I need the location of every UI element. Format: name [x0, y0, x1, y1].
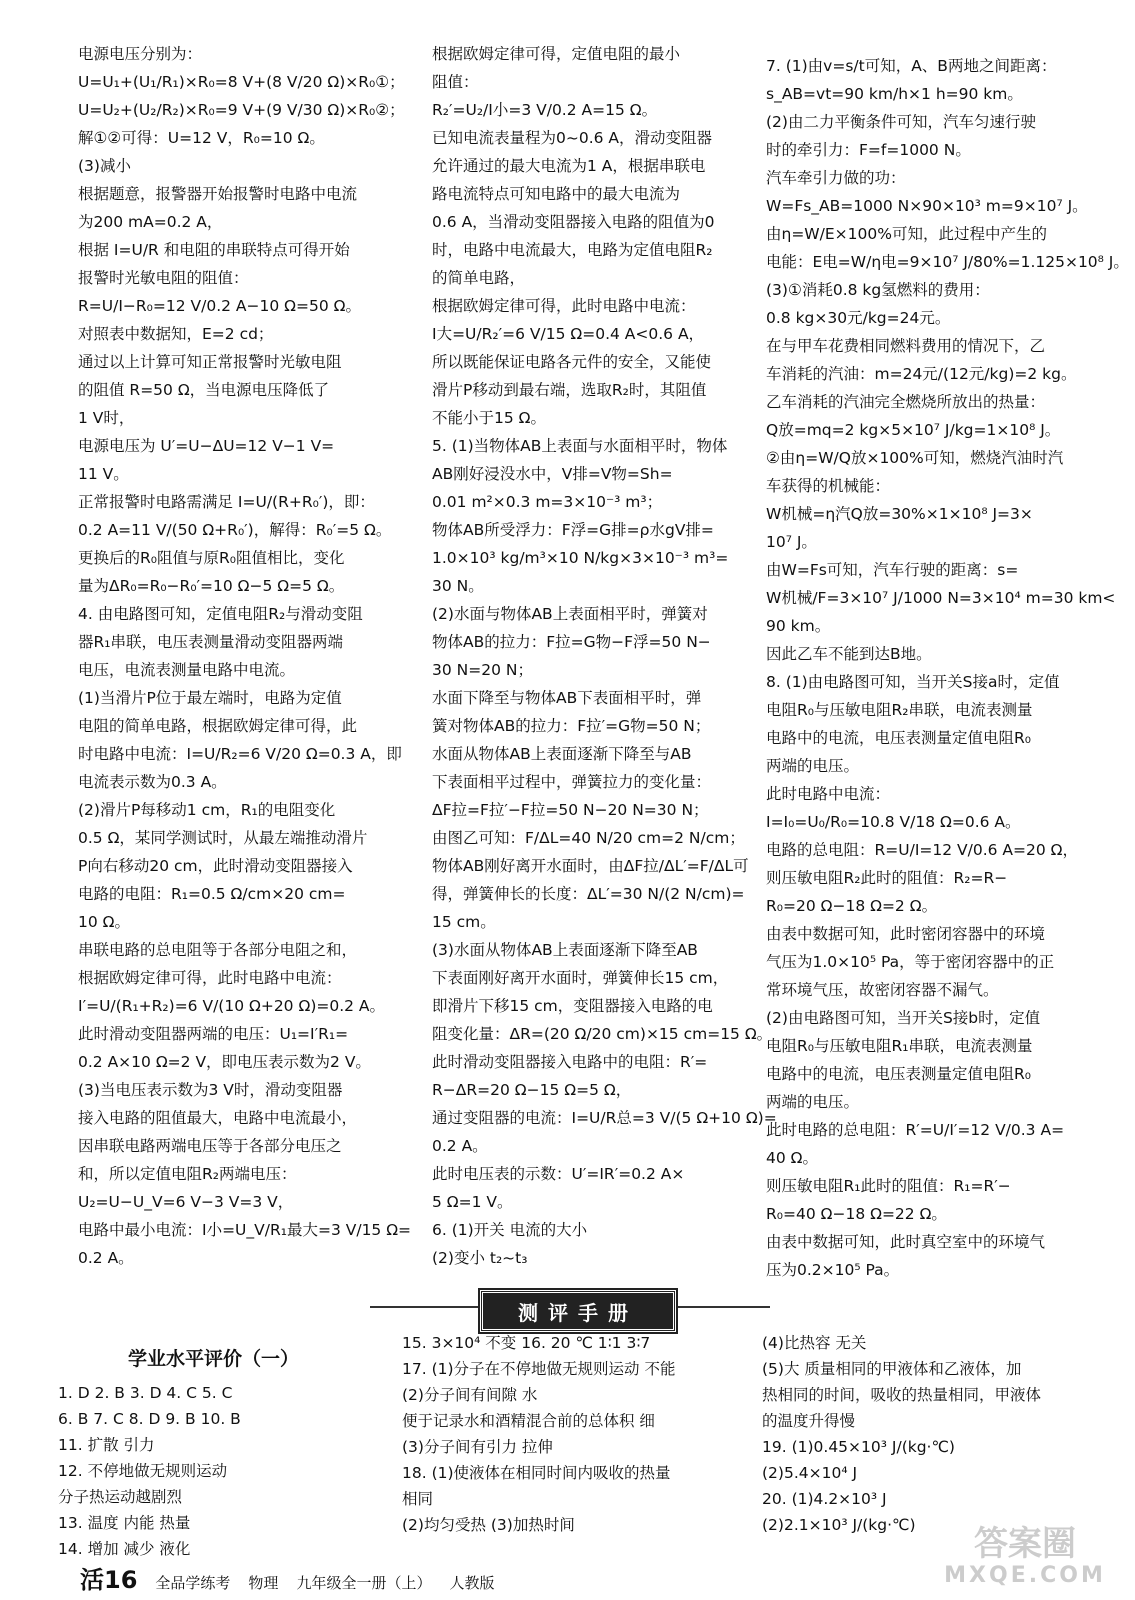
- text-line: 乙车消耗的汽油完全燃烧所放出的热量：: [766, 393, 1046, 411]
- text-line: (2)水面与物体AB上表面相平时，弹簧对: [432, 605, 708, 623]
- text-line: R₀=20 Ω−18 Ω=2 Ω。: [766, 897, 938, 915]
- answer-column-right: [766, 52, 1129, 1284]
- text-line: 即滑片下移15 cm，变阻器接入电路的电: [432, 997, 713, 1015]
- text-line: 热相同的时间，吸收的热量相同，甲液体: [762, 1386, 1042, 1404]
- banner-line-right: [670, 1306, 770, 1308]
- text-line: 根据欧姆定律可得，此时电路中电流：: [432, 297, 696, 315]
- text-line: (1)当滑片P位于最左端时，电路为定值: [78, 689, 342, 707]
- text-line: 通过变阻器的电流：I=U/R总=3 V/(5 Ω+10 Ω)=: [432, 1109, 777, 1127]
- text-line: 15 cm。: [432, 913, 496, 931]
- text-line: 分子热运动越剧烈: [58, 1488, 183, 1506]
- text-line: 4. 由电路图可知，定值电阻R₂与滑动变阻: [78, 605, 363, 623]
- text-line: R=U/I−R₀=12 V/0.2 A−10 Ω=50 Ω。: [78, 297, 361, 315]
- text-line: 时的牵引力：F=f=1000 N。: [766, 141, 971, 159]
- text-line: 电流表示数为0.3 A。: [78, 773, 227, 791]
- text-line: 允许通过的最大电流为1 A，根据串联电: [432, 157, 706, 175]
- text-line: 6. (1)开关 电流的大小: [432, 1221, 588, 1239]
- text-line: (3)分子间有引力 拉伸: [402, 1438, 553, 1456]
- text-line: 根据欧姆定律可得，定值电阻的最小: [432, 45, 681, 63]
- banner-line-left: [370, 1306, 480, 1308]
- text-line: 所以既能保证电路各元件的安全，又能使: [432, 353, 712, 371]
- text-line: (3)当电压表示数为3 V时，滑动变阻器: [78, 1081, 343, 1099]
- grade-label: 九年级全一册（上）: [296, 1574, 432, 1592]
- text-line: 11. 扩散 引力: [58, 1436, 155, 1454]
- text-line: 为200 mA=0.2 A，: [78, 213, 223, 231]
- text-line: 0.5 Ω，某同学测试时，从最左端推动滑片: [78, 829, 368, 847]
- text-line: 0.2 A×10 Ω=2 V，即电压表示数为2 V。: [78, 1053, 371, 1071]
- text-line: 10⁷ J。: [766, 533, 817, 551]
- text-line: 得，弹簧伸长的长度：ΔL′=30 N/(2 N/cm)=: [432, 885, 745, 903]
- text-line: W机械/F=3×10⁷ J/1000 N=3×10⁴ m=30 km<: [766, 589, 1116, 607]
- text-line: 电路中的电流，电压表测量定值电阻R₀: [766, 729, 1031, 747]
- text-line: 0.2 A。: [78, 1249, 134, 1267]
- text-line: U=U₁+(U₁/R₁)×R₀=8 V+(8 V/20 Ω)×R₀①；: [78, 73, 405, 91]
- text-line: 和，所以定值电阻R₂两端电压：: [78, 1165, 297, 1183]
- book-title: 全品学练考: [155, 1574, 231, 1592]
- text-line: 由表中数据可知，此时密闭容器中的环境: [766, 925, 1046, 943]
- text-line: 此时电压表的示数：U′=IR′=0.2 A×: [432, 1165, 685, 1183]
- text-line: 7. (1)由v=s/t可知，A、B两地之间距离：: [766, 57, 1057, 75]
- text-line: ΔF拉=F拉′−F拉=50 N−20 N=30 N；: [432, 801, 709, 819]
- watermark-logo: 答案圈 MXQE.COM: [944, 1524, 1106, 1588]
- text-line: 0.6 A，当滑动变阻器接入电路的阻值为0: [432, 213, 715, 231]
- text-line: (2)均匀受热 (3)加热时间: [402, 1516, 575, 1534]
- text-line: 电路的电阻：R₁=0.5 Ω/cm×20 cm=: [78, 885, 346, 903]
- text-line: (2)分子间有间隙 水: [402, 1386, 538, 1404]
- text-line: 电阻R₀与压敏电阻R₁串联，电流表测量: [766, 1037, 1033, 1055]
- text-line: 电源电压分别为：: [78, 45, 203, 63]
- text-line: 的阻值 R=50 Ω，当电源电压降低了: [78, 381, 330, 399]
- text-line: 水面下降至与物体AB下表面相平时，弹: [432, 689, 702, 707]
- text-line: 正常报警时电路需满足 I=U/(R+R₀′)，即：: [78, 493, 375, 511]
- text-line: P向右移动20 cm，此时滑动变阻器接入: [78, 857, 353, 875]
- text-line: 物体AB的拉力：F拉=G物−F浮=50 N−: [432, 633, 711, 651]
- text-line: 对照表中数据知，E=2 cd；: [78, 325, 274, 343]
- text-line: (3)①消耗0.8 kg氢燃料的费用：: [766, 281, 990, 299]
- text-line: 的温度升得慢: [762, 1412, 856, 1430]
- text-line: R₂′=U₂/I小=3 V/0.2 A=15 Ω。: [432, 101, 658, 119]
- text-line: 此时电路的总电阻：R′=U/I′=12 V/0.3 A=: [766, 1121, 1065, 1139]
- text-line: 汽车牵引力做的功：: [766, 169, 906, 187]
- text-line: 由η=W/E×100%可知，此过程中产生的: [766, 225, 1047, 243]
- text-line: 1.0×10³ kg/m³×10 N/kg×3×10⁻³ m³=: [432, 549, 729, 567]
- text-line: 滑片P移动到最右端，选取R₂时，其阻值: [432, 381, 707, 399]
- text-line: 路电流特点可知电路中的最大电流为: [432, 185, 681, 203]
- text-line: 解①②可得：U=12 V，R₀=10 Ω。: [78, 129, 325, 147]
- section-banner: 测评手册: [480, 1290, 676, 1332]
- text-line: 6. B 7. C 8. D 9. B 10. B: [58, 1410, 241, 1428]
- text-line: 由W=Fs可知，汽车行驶的距离：s=: [766, 561, 1019, 579]
- text-line: Q放=mq=2 kg×5×10⁷ J/kg=1×10⁸ J。: [766, 421, 1061, 439]
- text-line: 5. (1)当物体AB上表面与水面相平时，物体: [432, 437, 728, 455]
- subject-label: 物理: [248, 1574, 279, 1592]
- text-line: 压为0.2×10⁵ Pa。: [766, 1261, 900, 1279]
- text-line: 的简单电路，: [432, 269, 526, 287]
- text-line: 此时滑动变阻器两端的电压：U₁=I′R₁=: [78, 1025, 349, 1043]
- text-line: 车获得的机械能：: [766, 477, 891, 495]
- text-line: 簧对物体AB的拉力：F拉′=G物=50 N；: [432, 717, 711, 735]
- text-line: 器R₁串联，电压表测量滑动变阻器两端: [78, 633, 343, 651]
- text-line: 则压敏电阻R₂此时的阻值：R₂=R−: [766, 869, 1008, 887]
- text-line: (2)5.4×10⁴ J: [762, 1464, 858, 1482]
- text-line: 下表面刚好离开水面时，弹簧伸长15 cm，: [432, 969, 729, 987]
- text-line: 90 km。: [766, 617, 831, 635]
- text-line: 两端的电压。: [766, 1093, 860, 1111]
- text-line: 电阻的简单电路，根据欧姆定律可得，此: [78, 717, 358, 735]
- text-line: 因此乙车不能到达B地。: [766, 645, 932, 663]
- text-line: 物体AB刚好离开水面时，由ΔF拉/ΔL′=F/ΔL可: [432, 857, 749, 875]
- text-line: 18. (1)使液体在相同时间内吸收的热量: [402, 1464, 671, 1482]
- text-line: 不能小于15 Ω。: [432, 409, 546, 427]
- text-line: 阻值：: [432, 73, 479, 91]
- text-line: 时，电路中电流最大，电路为定值电阻R₂: [432, 241, 713, 259]
- text-line: 在与甲车花费相同燃料费用的情况下，乙: [766, 337, 1046, 355]
- text-line: I′=U/(R₁+R₂)=6 V/(10 Ω+20 Ω)=0.2 A。: [78, 997, 386, 1015]
- text-line: 根据 I=U/R 和电阻的串联特点可得开始: [78, 241, 350, 259]
- section-column-right: [762, 1330, 1112, 1538]
- answer-column-middle: [432, 40, 777, 1272]
- text-line: R−ΔR=20 Ω−15 Ω=5 Ω，: [432, 1081, 632, 1099]
- text-line: 30 N。: [432, 577, 484, 595]
- text-line: s_AB=vt=90 km/h×1 h=90 km。: [766, 85, 1023, 103]
- text-line: 两端的电压。: [766, 757, 860, 775]
- page-footer: [80, 1560, 494, 1595]
- text-line: 0.01 m²×0.3 m=3×10⁻³ m³；: [432, 493, 663, 511]
- text-line: 更换后的R₀阻值与原R₀阻值相比，变化: [78, 549, 345, 567]
- section-column-middle: [402, 1330, 762, 1538]
- text-line: (4)比热容 无关: [762, 1334, 867, 1352]
- text-line: 15. 3×10⁴ 不变 16. 20 ℃ 1∶1 3∶7: [402, 1334, 651, 1352]
- text-line: R₀=40 Ω−18 Ω=22 Ω。: [766, 1205, 947, 1223]
- answer-column-left: [78, 40, 412, 1272]
- text-line: 由图乙可知：F/ΔL=40 N/20 cm=2 N/cm；: [432, 829, 745, 847]
- text-line: (5)大 质量相同的甲液体和乙液体，加: [762, 1360, 1022, 1378]
- text-line: 气压为1.0×10⁵ Pa，等于密闭容器中的正: [766, 953, 1055, 971]
- text-line: 车消耗的汽油：m=24元/(12元/kg)=2 kg。: [766, 365, 1077, 383]
- text-line: 则压敏电阻R₁此时的阻值：R₁=R′−: [766, 1177, 1011, 1195]
- text-line: 30 N=20 N；: [432, 661, 533, 679]
- text-line: 20. (1)4.2×10³ J: [762, 1490, 887, 1508]
- text-line: 0.2 A=11 V/(50 Ω+R₀′)，解得：R₀′=5 Ω。: [78, 521, 392, 539]
- section-title: 学业水平评价（一）: [128, 1348, 300, 1370]
- text-line: (3)减小: [78, 157, 131, 175]
- text-line: 5 Ω=1 V。: [432, 1193, 513, 1211]
- text-line: (2)2.1×10³ J/(kg·℃): [762, 1516, 916, 1534]
- text-line: W机械=η汽Q放=30%×1×10⁸ J=3×: [766, 505, 1033, 523]
- text-line: 相同: [402, 1490, 434, 1508]
- text-line: 12. 不停地做无规则运动: [58, 1462, 228, 1480]
- text-line: AB刚好浸没水中，V排=V物=Sh=: [432, 465, 673, 483]
- text-line: 10 Ω。: [78, 913, 130, 931]
- edition-label: 人教版: [449, 1574, 495, 1592]
- text-line: 8. (1)由电路图可知，当开关S接a时，定值: [766, 673, 1060, 691]
- text-line: 电阻R₀与压敏电阻R₂串联，电流表测量: [766, 701, 1033, 719]
- text-line: 此时滑动变阻器接入电路中的电阻：R′=: [432, 1053, 708, 1071]
- text-line: 通过以上计算可知正常报警时光敏电阻: [78, 353, 342, 371]
- text-line: 电压，电流表测量电路中电流。: [78, 661, 296, 679]
- text-line: 电源电压为 U′=U−ΔU=12 V−1 V=: [78, 437, 335, 455]
- text-line: 下表面相平过程中，弹簧拉力的变化量：: [432, 773, 712, 791]
- text-line: 接入电路的阻值最大，电路中电流最小，: [78, 1109, 358, 1127]
- text-line: 电路的总电阻：R=U/I=12 V/0.6 A=20 Ω，: [766, 841, 1079, 859]
- text-line: 已知电流表量程为0~0.6 A，滑动变阻器: [432, 129, 713, 147]
- text-line: 根据欧姆定律可得，此时电路中电流：: [78, 969, 342, 987]
- text-line: 报警时光敏电阻的阻值：: [78, 269, 249, 287]
- text-line: 串联电路的总电阻等于各部分电阻之和，: [78, 941, 358, 959]
- text-line: 1. D 2. B 3. D 4. C 5. C: [58, 1384, 233, 1402]
- text-line: 17. (1)分子在不停地做无规则运动 不能: [402, 1360, 676, 1378]
- text-line: 水面从物体AB上表面逐渐下降至与AB: [432, 745, 692, 763]
- text-line: 因串联电路两端电压等于各部分电压之: [78, 1137, 342, 1155]
- text-line: 电路中的电流，电压表测量定值电阻R₀: [766, 1065, 1031, 1083]
- text-line: 13. 温度 内能 热量: [58, 1514, 191, 1532]
- text-line: U₂=U−U_V=6 V−3 V=3 V，: [78, 1193, 294, 1211]
- text-line: I大=U/R₂′=6 V/15 Ω=0.4 A<0.6 A，: [432, 325, 705, 343]
- text-line: (3)水面从物体AB上表面逐渐下降至AB: [432, 941, 698, 959]
- page-number: 活16: [80, 1566, 138, 1594]
- text-line: W=Fs_AB=1000 N×90×10³ m=9×10⁷ J。: [766, 197, 1088, 215]
- text-line: 11 V。: [78, 465, 129, 483]
- text-line: I=I₀=U₀/R₀=10.8 V/18 Ω=0.6 A。: [766, 813, 1021, 831]
- text-line: 电能：E电=W/η电=9×10⁷ J/80%=1.125×10⁸ J。: [766, 253, 1129, 271]
- text-line: 40 Ω。: [766, 1149, 818, 1167]
- text-line: 时电路中电流：I=U/R₂=6 V/20 Ω=0.3 A，即: [78, 745, 402, 763]
- text-line: ②由η=W/Q放×100%可知，燃烧汽油时汽: [766, 449, 1064, 467]
- text-line: 便于记录水和酒精混合前的总体积 细: [402, 1412, 655, 1430]
- text-line: 14. 增加 减少 液化: [58, 1540, 191, 1558]
- text-line: 电路中最小电流：I小=U_V/R₁最大=3 V/15 Ω=: [78, 1221, 412, 1239]
- text-line: (2)由电路图可知，当开关S接b时，定值: [766, 1009, 1041, 1027]
- text-line: 0.2 A。: [432, 1137, 488, 1155]
- text-line: 量为ΔR₀=R₀−R₀′=10 Ω−5 Ω=5 Ω。: [78, 577, 345, 595]
- text-line: 19. (1)0.45×10³ J/(kg·℃): [762, 1438, 955, 1456]
- text-line: U=U₂+(U₂/R₂)×R₀=9 V+(9 V/30 Ω)×R₀②；: [78, 101, 405, 119]
- text-line: 阻变化量：ΔR=(20 Ω/20 cm)×15 cm=15 Ω。: [432, 1025, 773, 1043]
- text-line: (2)由二力平衡条件可知，汽车匀速行驶: [766, 113, 1036, 131]
- text-line: 物体AB所受浮力：F浮=G排=ρ水gV排=: [432, 521, 714, 539]
- text-line: 根据题意，报警器开始报警时电路中电流: [78, 185, 358, 203]
- text-line: 0.8 kg×30元/kg=24元。: [766, 309, 951, 327]
- text-line: 常环境气压，故密闭容器不漏气。: [766, 981, 999, 999]
- text-line: (2)滑片P每移动1 cm，R₁的电阻变化: [78, 801, 336, 819]
- text-line: 1 V时，: [78, 409, 135, 427]
- text-line: (2)变小 t₂~t₃: [432, 1249, 528, 1267]
- text-line: 由表中数据可知，此时真空室中的环境气: [766, 1233, 1046, 1251]
- section-column-left: [58, 1380, 358, 1562]
- text-line: 此时电路中电流：: [766, 785, 891, 803]
